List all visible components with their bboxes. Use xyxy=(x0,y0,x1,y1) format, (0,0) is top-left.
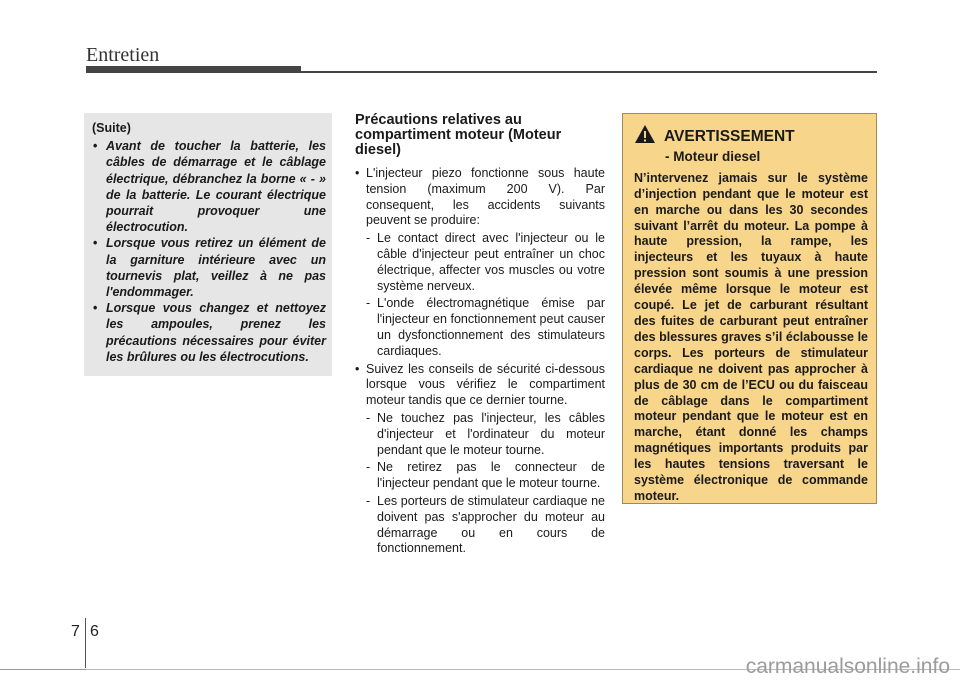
precautions-list xyxy=(355,166,605,557)
note-item-text: Avant de toucher la batterie, les câbles de démarrage et le câblage électrique, débranchez la borne « - » de la batterie. Le courant électrique pourrait provoquer une électrocution. xyxy=(106,139,326,235)
bullet-icon: • xyxy=(355,361,360,376)
header-bar xyxy=(86,66,301,73)
sub-item-text: Ne touchez pas l'injecteur, les câbles d'injecteur et l'ordinateur du moteur pendant que le moteur tourne. xyxy=(377,410,605,457)
sub-list-item xyxy=(366,296,605,359)
sub-item-text: Le contact direct avec l'injecteur ou le câble d'injecteur peut entraîner un choc électrique, affecter vos muscles ou votre système nerveux. xyxy=(377,231,605,293)
sub-item-text: L'onde électromagnétique émise par l'injecteur en fonctionnement peut causer un dysfonctionnement des stimulateurs cardiaques. xyxy=(377,296,605,358)
bullet-text: L'injecteur piezo fonctionne sous haute tension (maximum 200 V). Par consequent, les accidents suivants peuvent se produire: xyxy=(366,166,605,228)
sub-list-item xyxy=(366,231,605,294)
bullet-icon: • xyxy=(93,236,98,251)
bullet-icon: • xyxy=(355,166,360,180)
note-item-text: Lorsque vous retirez un élément de la garniture intérieure avec un tournevis plat, veillez à ne pas l'endommager. xyxy=(106,236,326,300)
sub-item-text: Les porteurs de stimulateur cardiaque ne doivent pas s'approcher du moteur au démarrage ou en cours de fonctionnement. xyxy=(377,493,605,556)
dash-icon: - xyxy=(366,410,371,425)
note-item xyxy=(92,235,326,300)
sub-list-item xyxy=(366,411,605,458)
warning-box xyxy=(622,113,877,504)
precautions-section xyxy=(355,113,605,559)
list-item xyxy=(355,166,605,360)
note-item xyxy=(92,138,326,235)
note-item-text: Lorsque vous changez et nettoyez les ampoules, prenez les précautions nécessaires pour éviter les brûlures ou les électrocutions. xyxy=(106,301,326,364)
bullet-icon: • xyxy=(93,301,98,316)
page-number-divider xyxy=(85,618,86,668)
chapter-number: 7 xyxy=(71,623,80,640)
list-item xyxy=(355,362,605,558)
sub-list xyxy=(366,411,605,557)
sub-item-text: Ne retirez pas le connecteur de l'injecteur pendant que le moteur tourne. xyxy=(377,460,605,491)
bullet-icon: • xyxy=(93,139,98,154)
bullet-text: Suivez les conseils de sécurité ci-dessous lorsque vous vérifiez le compartiment moteur tandis que ce dernier tourne. xyxy=(366,361,605,408)
warning-header xyxy=(634,124,868,149)
dash-icon: - xyxy=(366,296,371,311)
watermark: carmanualsonline.info xyxy=(745,655,950,678)
warning-text: N’intervenez jamais sur le système d’injection pendant que le moteur est en marche ou dans les 30 secondes suivant l’arrêt du moteur. La pompe à haute pression, la rampe, les injecteurs et les tuyaux à haute pression sont soumis à une pression élevée même lorsque le moteur est coupé. Le jet de carburant résultant des fuites de carburant peut entraîner des blessures graves s’il éclabousse le corps. Les porteurs de stimulateur cardiaque ne doivent pas approcher à plus de 30 cm de l’ECU ou du faisceau de câblage dans le compartiment moteur pendant que le moteur est en marche, étant donné les champs magnétiques importants produits par les hautes tensions traversant le système électronique de commande moteur. xyxy=(634,170,868,503)
note-suite-label: (Suite) xyxy=(92,121,131,135)
note-item xyxy=(92,300,326,365)
header-rule xyxy=(301,71,877,73)
note-list xyxy=(92,138,326,365)
page-header-title: Entretien xyxy=(86,44,160,66)
sub-list xyxy=(366,231,605,359)
dash-icon: - xyxy=(366,493,371,508)
note-box xyxy=(84,113,332,376)
page-number: 6 xyxy=(90,623,99,640)
dash-icon: - xyxy=(366,460,371,475)
warning-title: AVERTISSEMENT xyxy=(664,127,795,145)
warning-subtitle: - Moteur diesel xyxy=(665,148,761,164)
warning-triangle-icon xyxy=(634,124,656,149)
dash-icon: - xyxy=(366,231,371,246)
footer-rule xyxy=(0,669,86,670)
section-title: Précautions relatives au compartiment moteur (Moteur diesel) xyxy=(355,112,562,158)
sub-list-item xyxy=(366,460,605,492)
sub-list-item xyxy=(366,494,605,557)
